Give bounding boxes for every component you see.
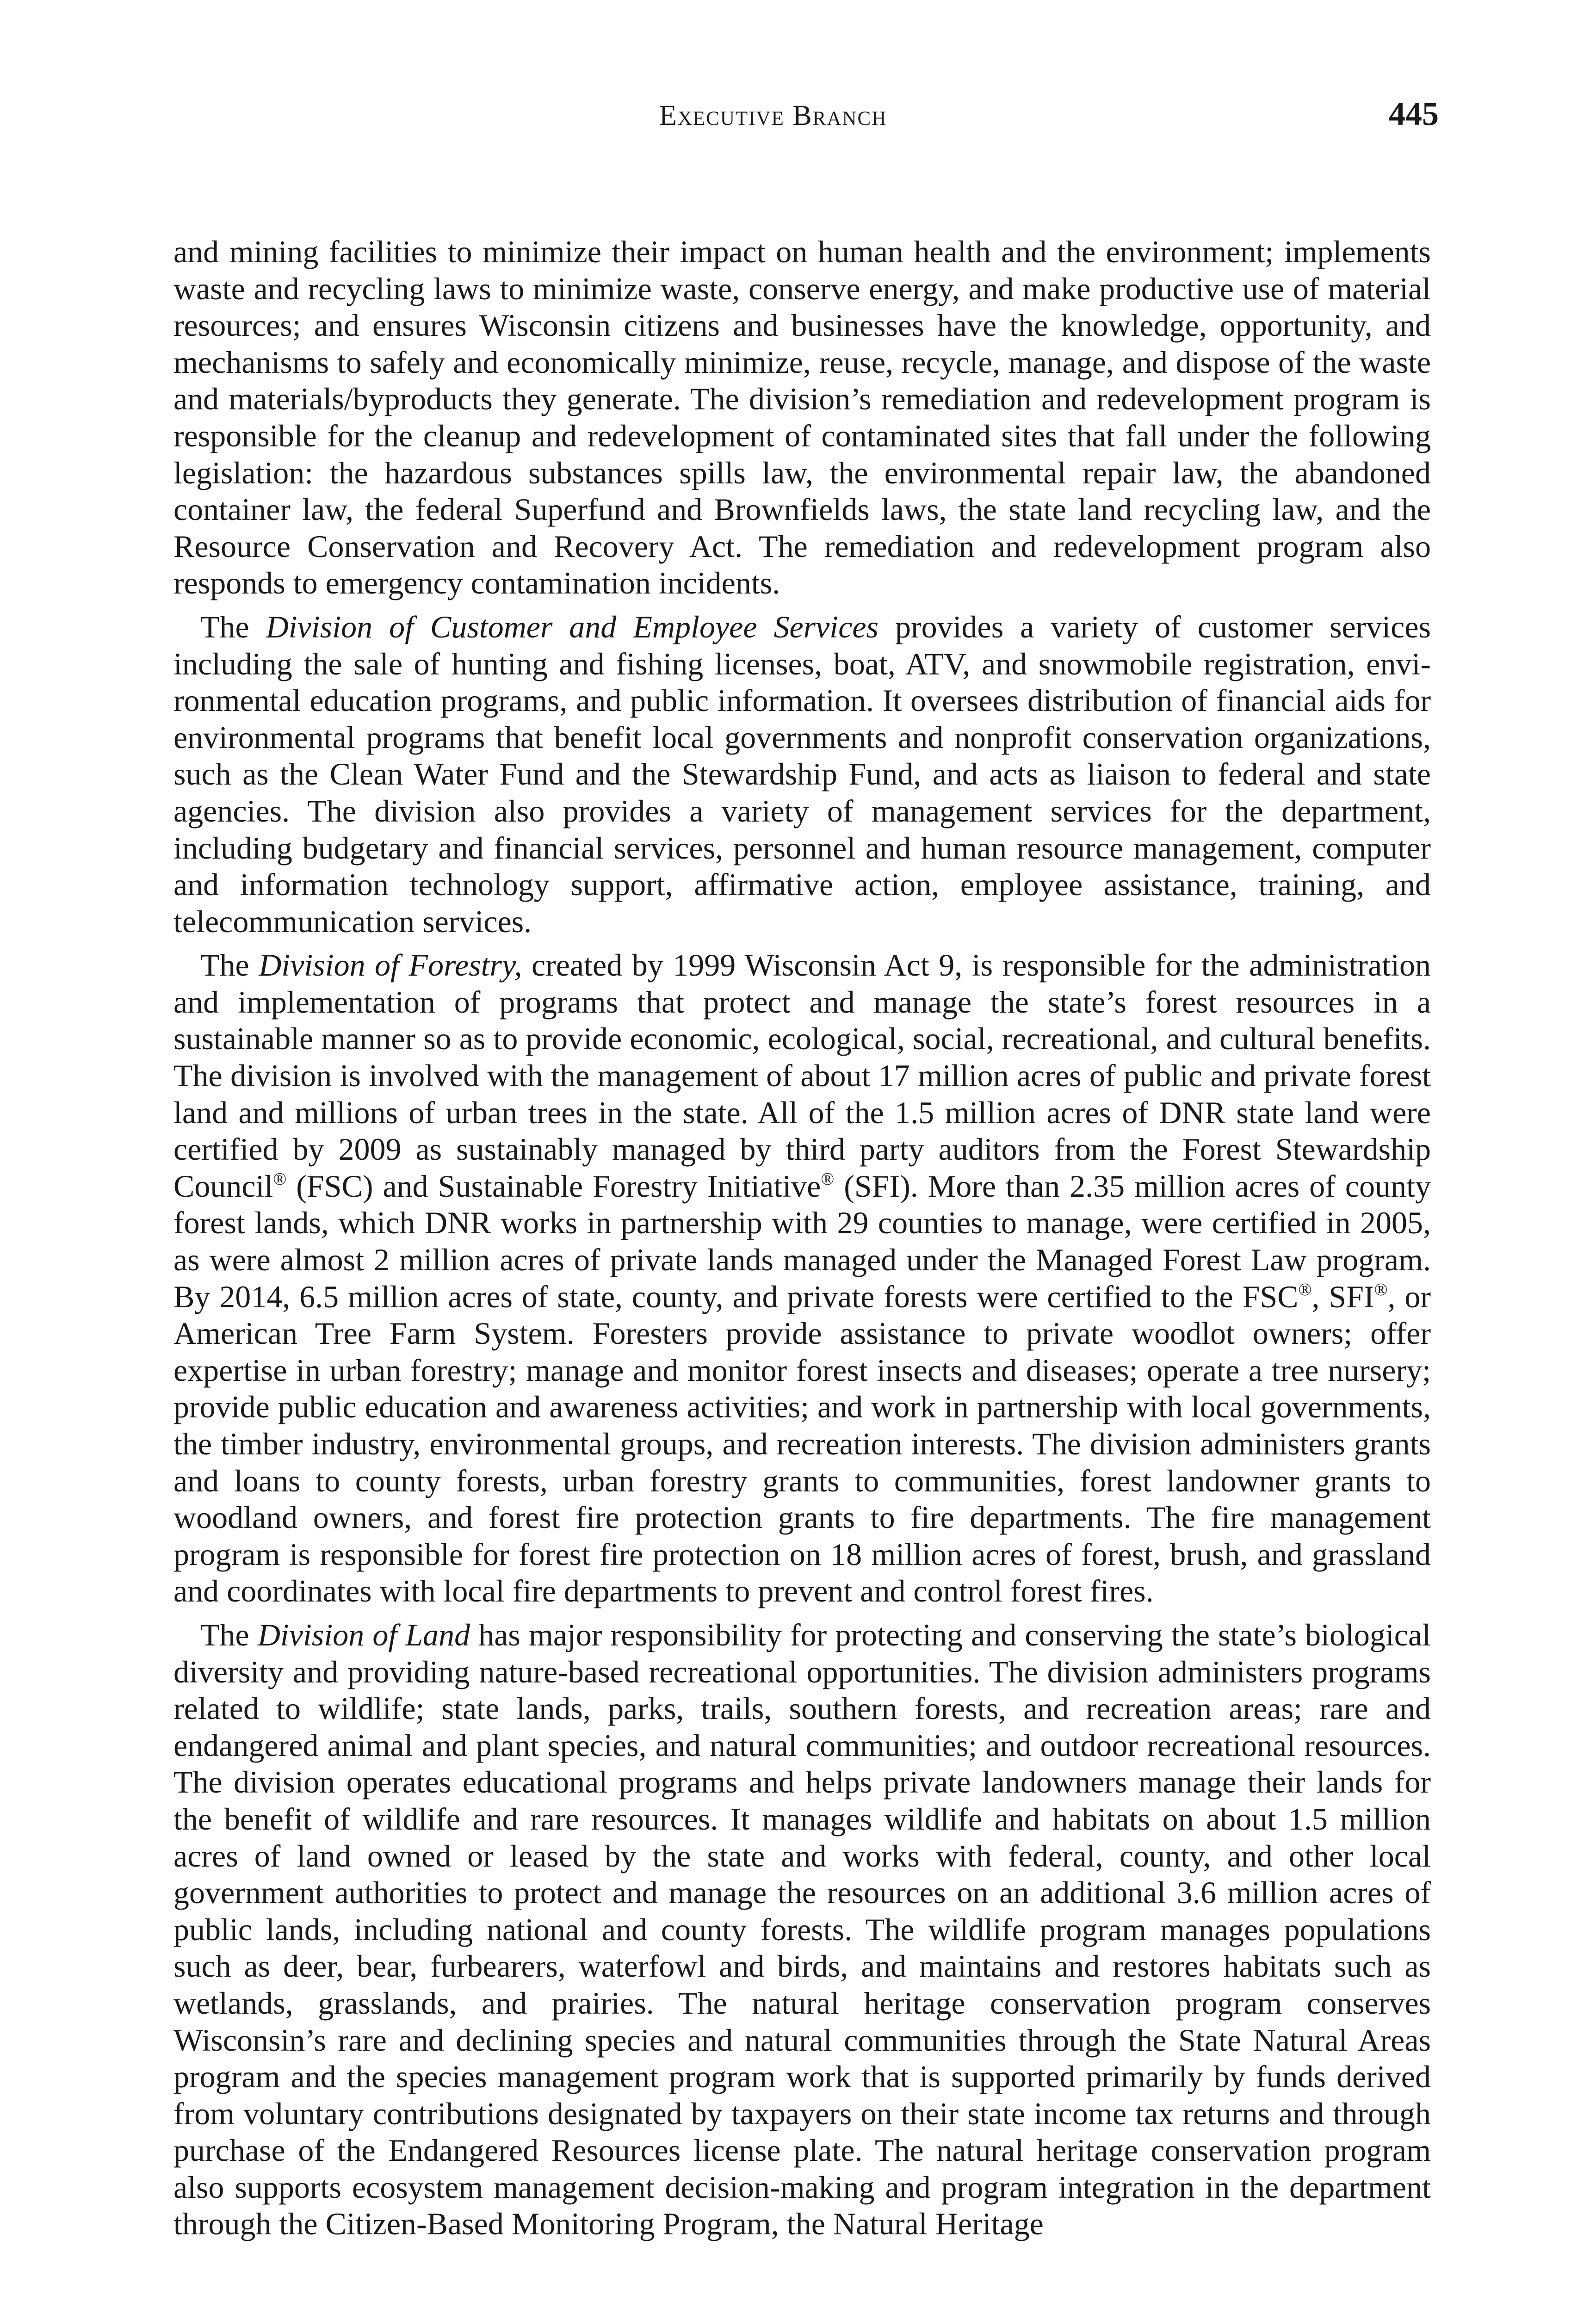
- paragraph-text: , SFI: [1311, 1279, 1374, 1314]
- paragraph-customer-employee-services: [173, 609, 1431, 940]
- paragraph-lead: The: [200, 609, 266, 644]
- registered-mark: ®: [1298, 1280, 1312, 1299]
- paragraph-land: [173, 1617, 1431, 2243]
- page-header: [0, 95, 1596, 136]
- paragraph-text: has major responsibility for protecting and conserving the state’s biological diversity and providing nature-based recreational opportunities. The division administers programs related to wildlife; state lands, parks, trails, southern forests, and recreation areas; rare and endangered animal and plant species, and natural communities; and outdoor recreational resources. The division operates educational programs and helps private landowners manage their lands for the benefit of wildlife and rare resources. It manages wildlife and habitats on about 1.5 million acres of land owned or leased by the state and works with federal, county, and other local government authorities to protect and manage the resources on an additional 3.6 million acres of public lands, including national and county forests. The wildlife program manages populations such as deer, bear, furbearers, waterfowl and birds, and maintains and restores habitats such as wetlands, grasslands, and prairies. The natural heritage conservation program conserves Wisconsin’s rare and declining species and natural communities through the State Natural Areas program and the species management program work that is supported primarily by funds derived from voluntary contributions designated by taxpayers on their state income tax returns and through purchase of the Endangered Resources license plate. The natural heritage conservation program also supports ecosystem management decision-making and program integration in the department through the Citizen-Based Monitoring Program, the Natural Heritage: [173, 1617, 1431, 2242]
- body-text: [173, 234, 1431, 2243]
- paragraph-lead: The: [200, 1617, 258, 1652]
- registered-mark: ®: [821, 1169, 835, 1189]
- running-head: Executive Branch: [659, 100, 887, 131]
- paragraph-text: (FSC) and Sustainable Forestry Initiative: [286, 1168, 821, 1204]
- paragraph-text: provides a variety of customer services including the sale of hunting and fishing licenses, boat, ATV, and snowmobile registration, environmental education programs, and public information. It oversees distribution of financial aids for environmental programs that benefit local governments and nonprofit conservation organizations, such as the Clean Water Fund and the Stewardship Fund, and acts as liaison to federal and state agencies. The division also provides a variety of management services for the department, including budgetary and financial services, personnel and human resource management, computer and information technology support, affirmative action, employee assistance, training, and telecommunication services.: [173, 609, 1431, 939]
- division-name: Division of Land: [257, 1617, 470, 1652]
- paragraph-text: (SFI). More than 2.35 million acres of county forest lands, which DNR works in partnership with 29 counties to manage, were certified in 2005, as were almost 2 million acres of private lands managed under the Managed Forest Law program. By 2014, 6.5 million acres of state, county, and private forests were certified to the FSC: [173, 1168, 1431, 1314]
- paragraph-text: created by 1999 Wisconsin Act 9, is responsible for the administration and implementation of programs that protect and manage the state’s forest resources in a sustainable manner so as to provide economic, ecological, social, recreational, and cultural benefits. The division is involved with the management of about 17 million acres of public and private forest land and millions of urban trees in the state. All of the 1.5 million acres of DNR state land were certified by 2009 as sustainably managed by third party auditors from the Forest Stewardship Council: [173, 947, 1431, 1204]
- paragraph-forestry: [173, 947, 1431, 1610]
- page-number: 445: [1389, 95, 1439, 132]
- paragraph-lead: The: [200, 947, 259, 983]
- paragraph-text: , or American Tree Farm System. Foresters provide assistance to private woodlot owners; offer expertise in urban forestry; manage and monitor forest insects and diseases; operate a tree nursery; provide public education and awareness activities; and work in partnership with local governments, the timber industry, environmental groups, and recreation interests. The division administers grants and loans to county forests, urban forestry grants to communities, forest landowner grants to woodland owners, and forest fire protection grants to fire departments. The fire management program is responsible for forest fire protection on 18 million acres of forest, brush, and grassland and coordinates with local fire departments to prevent and control forest fires.: [173, 1279, 1431, 1609]
- paragraph-waste-remediation: [173, 234, 1431, 602]
- division-name: Division of Customer and Employee Services: [266, 609, 879, 644]
- division-name: Division of Forestry,: [259, 947, 522, 983]
- paragraph-text: and mining facilities to minimize their impact on human health and the environment; implements waste and recycling laws to minimize waste, conserve energy, and make productive use of material resources; and ensures Wisconsin citizens and businesses have the knowledge, opportunity, and mechanisms to safely and economically minimize, reuse, recycle, manage, and dispose of the waste and materials/byproducts they generate. The division’s remediation and redevelopment program is responsible for the cleanup and redevelopment of contaminated sites that fall under the following legislation: the hazardous substances spills law, the environmental repair law, the abandoned container law, the federal Superfund and Brownfields laws, the state land recycling law, and the Resource Conservation and Recovery Act. The remediation and redevelopment program also responds to emergency contamination incidents.: [173, 234, 1431, 601]
- registered-mark: ®: [1374, 1280, 1388, 1299]
- registered-mark: ®: [273, 1169, 287, 1189]
